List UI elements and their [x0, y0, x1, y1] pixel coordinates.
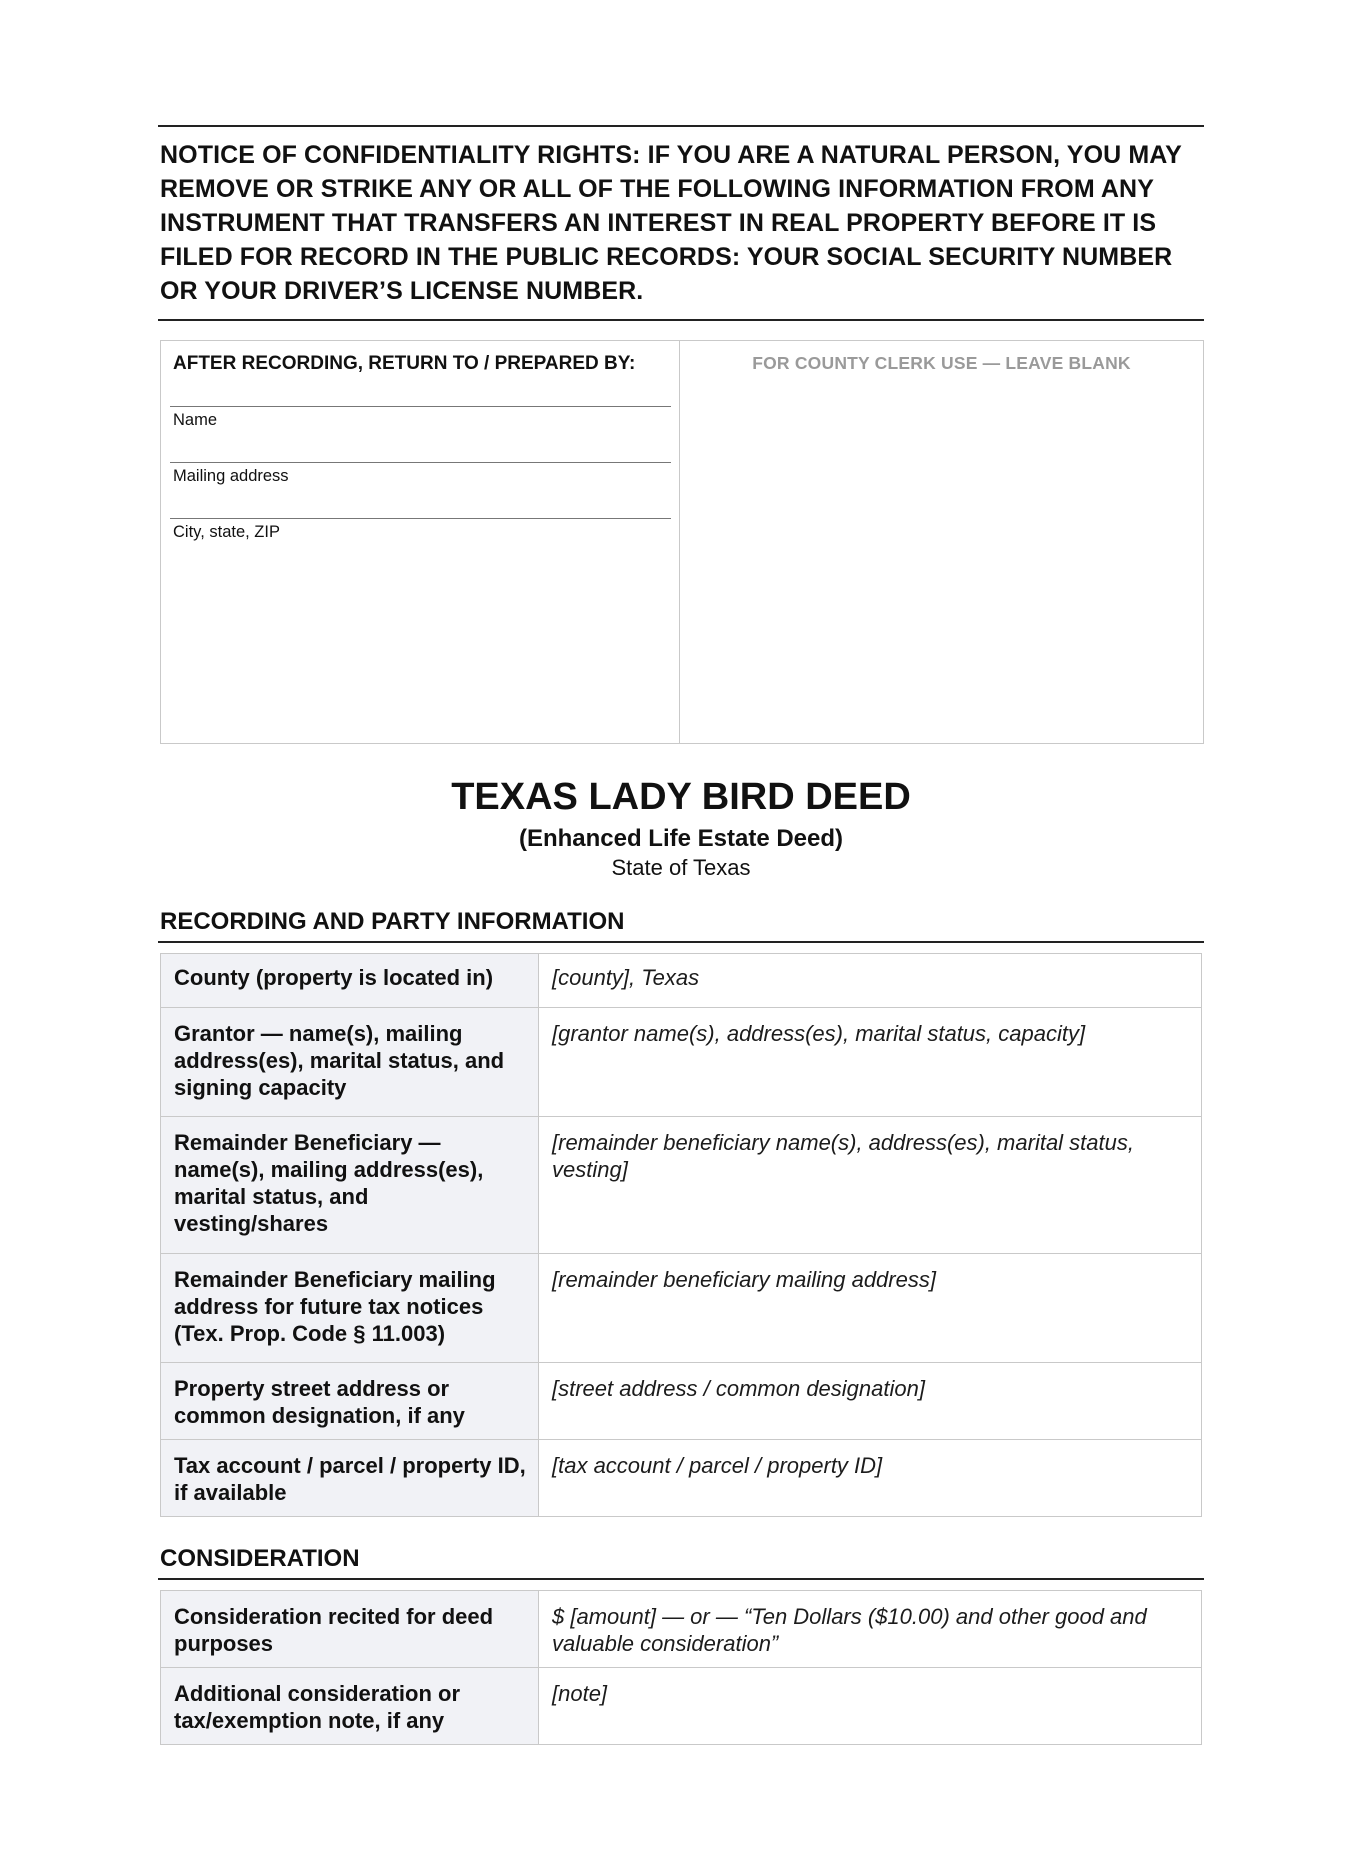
table-row	[161, 1668, 1202, 1745]
deed-title: TEXAS LADY BIRD DEED	[451, 776, 911, 818]
row-value: [grantor name(s), address(es), marital status, capacity]	[539, 1008, 1202, 1117]
confidentiality-notice: NOTICE OF CONFIDENTIALITY RIGHTS: IF YOU ARE A NATURAL PERSON, YOU MAY REMOVE OR STRIKE ANY OR ALL OF THE FOLLOWING INFORMATION FROM ANY INSTRUMENT THAT TRANSFERS AN INTEREST IN REAL PROPERTY BEFORE IT IS FILED FOR RECORD IN THE PUBLIC RECORDS: YOUR SOCIAL SECURITY NUMBER OR YOUR DRIVER’S LICENSE NUMBER.	[158, 125, 1204, 321]
row-label: Property street address or common designation, if any	[161, 1363, 539, 1440]
table-row	[161, 1363, 1202, 1440]
city-state-zip-label: City, state, ZIP	[173, 523, 280, 541]
row-label: Remainder Beneficiary — name(s), mailing address(es), marital status, and vesting/shares	[161, 1117, 539, 1254]
deed-subtitle: (Enhanced Life Estate Deed)	[518, 825, 844, 852]
return-to-heading: AFTER RECORDING, RETURN TO / PREPARED BY:	[173, 353, 636, 374]
consideration-section-heading: CONSIDERATION	[158, 1544, 1204, 1580]
table-row	[161, 1591, 1202, 1668]
row-value: [tax account / parcel / property ID]	[539, 1440, 1202, 1517]
row-label: Additional consideration or tax/exemption note, if any	[161, 1668, 539, 1745]
recording-return-box	[160, 340, 1204, 744]
city-state-zip-line	[170, 518, 671, 519]
row-label: Grantor — name(s), mailing address(es), marital status, and signing capacity	[161, 1008, 539, 1117]
row-value: [street address / common designation]	[539, 1363, 1202, 1440]
table-row	[161, 1440, 1202, 1517]
row-label: Remainder Beneficiary mailing address for future tax notices (Tex. Prop. Code § 11.003)	[161, 1254, 539, 1363]
table-row	[161, 1117, 1202, 1254]
row-value: [note]	[539, 1668, 1202, 1745]
mailing-address-line	[170, 462, 671, 463]
mailing-address-label: Mailing address	[173, 467, 289, 485]
county-clerk-label: FOR COUNTY CLERK USE — LEAVE BLANK	[752, 353, 1131, 373]
table-row	[161, 1008, 1202, 1117]
name-line	[170, 406, 671, 407]
row-label: County (property is located in)	[161, 954, 539, 1008]
row-value: [county], Texas	[539, 954, 1202, 1008]
deed-state: State of Texas	[611, 855, 751, 880]
row-value: $ [amount] — or — “Ten Dollars ($10.00) and other good and valuable consideration”	[539, 1591, 1202, 1668]
deed-page	[158, 125, 1204, 1745]
county-clerk-panel	[680, 341, 1203, 743]
row-label: Tax account / parcel / property ID, if available	[161, 1440, 539, 1517]
table-row	[161, 954, 1202, 1008]
name-label: Name	[173, 411, 218, 429]
row-value: [remainder beneficiary mailing address]	[539, 1254, 1202, 1363]
row-label: Consideration recited for deed purposes	[161, 1591, 539, 1668]
title-block	[158, 774, 1204, 882]
return-to-panel	[161, 341, 680, 743]
recording-info-table	[160, 953, 1202, 1517]
table-row	[161, 1254, 1202, 1363]
consideration-table	[160, 1590, 1202, 1745]
recording-section-heading: RECORDING AND PARTY INFORMATION	[158, 907, 1204, 943]
row-value: [remainder beneficiary name(s), address(es), marital status, vesting]	[539, 1117, 1202, 1254]
